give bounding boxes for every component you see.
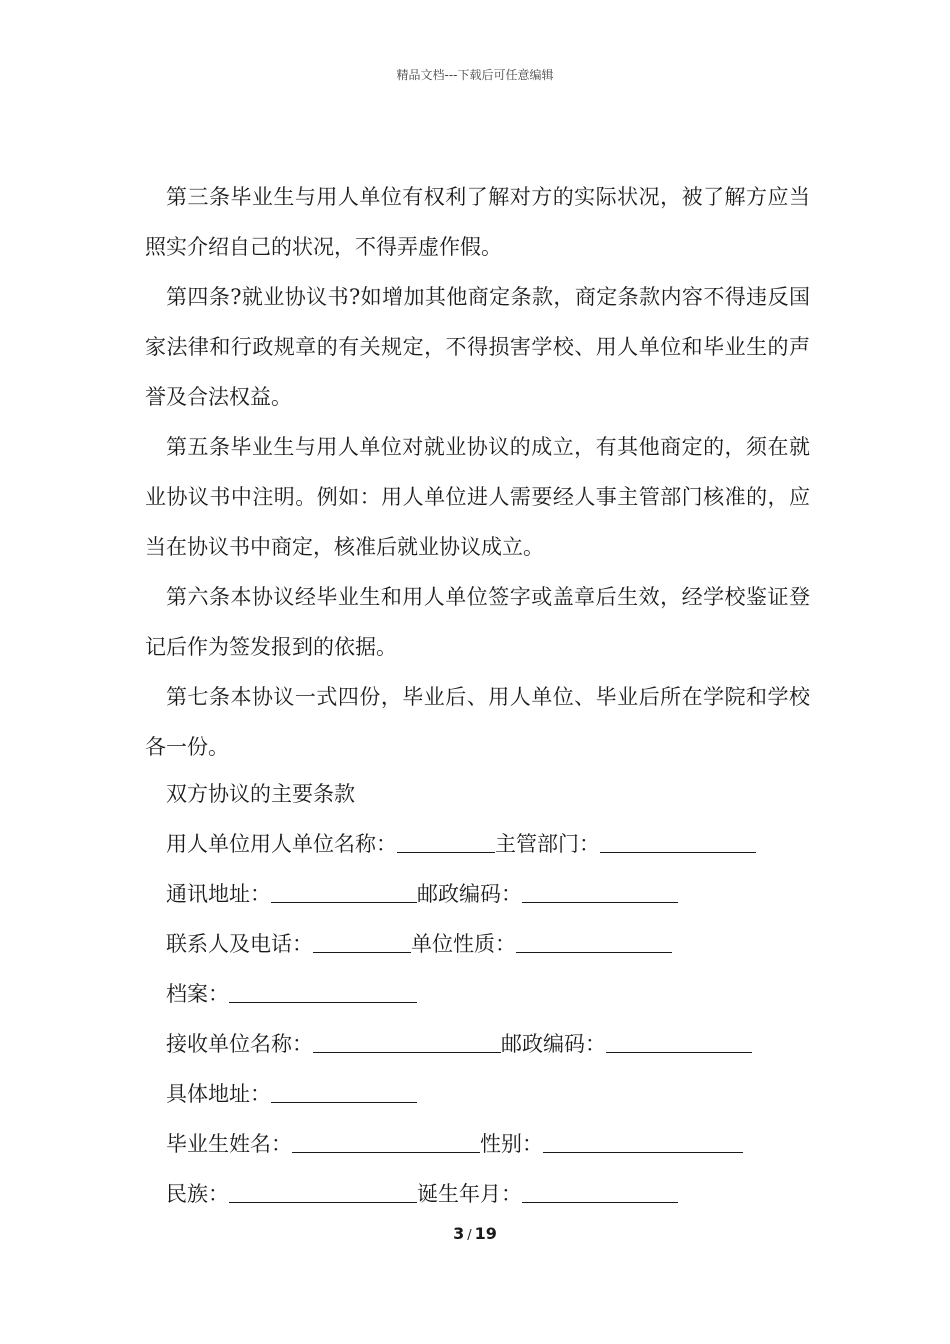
- contact-blank[interactable]: [313, 930, 411, 953]
- archive-label: 档案：: [166, 982, 229, 1006]
- total-pages: 19: [474, 1224, 497, 1243]
- form-row-receiver: [166, 1029, 752, 1059]
- detail-address-blank[interactable]: [271, 1080, 417, 1103]
- student-name-label: 毕业生姓名：: [166, 1132, 292, 1156]
- archive-blank[interactable]: [229, 980, 417, 1003]
- postcode2-blank[interactable]: [606, 1030, 752, 1053]
- student-name-blank[interactable]: [292, 1130, 480, 1153]
- form-row-detail-address: [166, 1079, 417, 1109]
- current-page: 3: [453, 1224, 465, 1243]
- form-row-student: [166, 1129, 743, 1159]
- gender-blank[interactable]: [543, 1130, 743, 1153]
- ethnicity-blank[interactable]: [229, 1180, 417, 1203]
- detail-address-label: 具体地址：: [166, 1082, 271, 1106]
- address-blank[interactable]: [271, 880, 417, 903]
- page-separator: /: [467, 1228, 472, 1243]
- postcode2-label: 邮政编码：: [501, 1032, 606, 1056]
- article-7: 第七条本协议一式四份，毕业后、用人单位、毕业后所在学院和学校各一份。: [145, 685, 810, 759]
- postcode-label: 邮政编码：: [417, 882, 522, 906]
- contact-label: 联系人及电话：: [166, 932, 313, 956]
- receiver-blank[interactable]: [313, 1030, 501, 1053]
- dept-label: 主管部门：: [495, 832, 600, 856]
- form-row-address: [166, 879, 678, 909]
- receiver-label: 接收单位名称：: [166, 1032, 313, 1056]
- form-row-contact: [166, 929, 672, 959]
- form-row-ethnicity: [166, 1179, 678, 1209]
- dept-blank[interactable]: [600, 830, 756, 853]
- ethnicity-label: 民族：: [166, 1182, 229, 1206]
- section-title: 双方协议的主要条款: [166, 782, 355, 806]
- unit-name-blank[interactable]: [397, 830, 495, 853]
- unit-name-label: 用人单位用人单位名称：: [166, 832, 397, 856]
- unit-type-label: 单位性质：: [411, 932, 516, 956]
- form-row-archive: [166, 979, 417, 1009]
- birth-label: 诞生年月：: [417, 1182, 522, 1206]
- article-4: 第四条?就业协议书?如增加其他商定条款，商定条款内容不得违反国家法律和行政规章的有关规定，不得损害学校、用人单位和毕业生的声誉及合法权益。: [145, 285, 810, 409]
- gender-label: 性别：: [480, 1132, 543, 1156]
- address-label: 通讯地址：: [166, 882, 271, 906]
- postcode-blank[interactable]: [522, 880, 678, 903]
- article-5: 第五条毕业生与用人单位对就业协议的成立，有其他商定的，须在就业协议书中注明。例如：用人单位进人需要经人事主管部门核准的，应当在协议书中商定，核准后就业协议成立。: [145, 435, 810, 559]
- article-3: 第三条毕业生与用人单位有权利了解对方的实际状况，被了解方应当照实介绍自己的状况，不得弄虚作假。: [145, 185, 810, 259]
- article-6: 第六条本协议经毕业生和用人单位签字或盖章后生效，经学校鉴证登记后作为签发报到的依据。: [145, 585, 810, 659]
- form-row-unit: [166, 829, 756, 859]
- unit-type-blank[interactable]: [516, 930, 672, 953]
- page-number: [0, 1224, 950, 1243]
- page-header: 精品文档---下载后可任意编辑: [396, 68, 554, 82]
- birth-blank[interactable]: [522, 1180, 678, 1203]
